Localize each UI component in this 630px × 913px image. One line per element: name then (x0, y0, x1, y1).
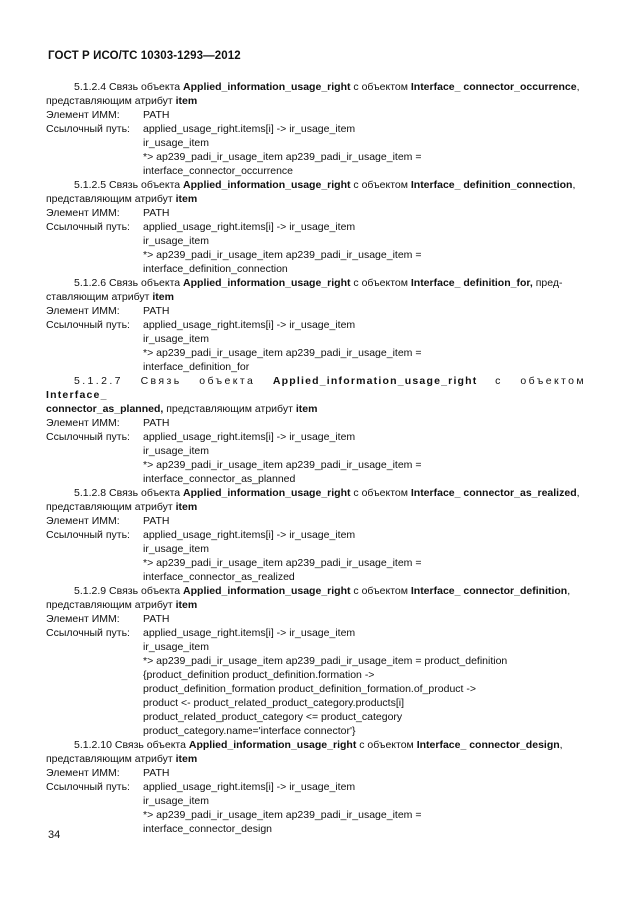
ref-path-label: Ссылочный путь: (46, 529, 130, 541)
path-line: applied_usage_right.items[i] -> ir_usage_item (143, 319, 356, 331)
section-number: 5.1.2.7 (74, 375, 123, 387)
path-line: ir_usage_item (143, 543, 209, 555)
target-entity-name: Interface_ (46, 389, 108, 401)
element-row (46, 108, 586, 122)
element-row (46, 514, 586, 528)
page-number: 34 (48, 829, 61, 841)
ref-path-label: Ссылочный путь: (46, 627, 130, 639)
entity-name: Applied_information_usage_right (183, 585, 351, 597)
path-line: *> ap239_padi_ir_usage_item ap239_padi_ir_usage_item = (143, 249, 422, 261)
attribute-name: item (175, 501, 198, 513)
section-heading: 5.1.2.7 Связь объекта Applied_information_usage_right с объектом Interface_ (46, 375, 586, 401)
section-5-1-2-8 (46, 486, 586, 584)
page-header-standard-number: ГОСТ Р ИСО/ТС 10303-1293—2012 (48, 50, 241, 62)
path-line: *> ap239_padi_ir_usage_item ap239_padi_ir_usage_item = (143, 151, 422, 163)
target-entity-name: Interface_ definition_connection (410, 179, 573, 191)
element-value: PATH (143, 305, 170, 317)
ref-path-row (46, 780, 586, 794)
section-heading: 5.1.2.8 Связь объекта Applied_information_usage_right с объектом Interface_ connector_as_realized, (74, 487, 580, 499)
ref-path-row (46, 626, 586, 640)
section-number: 5.1.2.10 (74, 739, 112, 751)
section-number: 5.1.2.6 (74, 277, 107, 289)
element-value: PATH (143, 515, 170, 527)
path-line: *> ap239_padi_ir_usage_item ap239_padi_ir_usage_item = (143, 347, 422, 359)
attribute-name: item (295, 403, 318, 415)
ref-path-label: Ссылочный путь: (46, 781, 130, 793)
element-label: Элемент ИММ: (46, 417, 120, 429)
path-line: applied_usage_right.items[i] -> ir_usage_item (143, 221, 356, 233)
target-entity-name: Interface_ connector_as_realized (410, 487, 577, 499)
path-line: product_category.name='interface connector'} (143, 725, 356, 737)
element-value: PATH (143, 109, 170, 121)
path-line: ir_usage_item (143, 333, 209, 345)
entity-name: Applied_information_usage_right (188, 739, 357, 751)
path-line: interface_connector_as_realized (143, 571, 295, 583)
path-line: *> ap239_padi_ir_usage_item ap239_padi_ir_usage_item = (143, 557, 422, 569)
element-label: Элемент ИММ: (46, 207, 120, 219)
path-line: applied_usage_right.items[i] -> ir_usage_item (143, 431, 356, 443)
ref-path-label: Ссылочный путь: (46, 431, 130, 443)
path-line: interface_definition_for (143, 361, 250, 373)
path-line: ir_usage_item (143, 641, 209, 653)
ref-path-row (46, 220, 586, 234)
ref-path-row (46, 528, 586, 542)
section-heading: 5.1.2.5 Связь объекта Applied_information_usage_right с объектом Interface_ definition_connection, (74, 179, 576, 191)
element-value: PATH (143, 613, 170, 625)
path-line: product_related_product_category <= product_category (143, 711, 403, 723)
path-line: ir_usage_item (143, 795, 209, 807)
entity-name: Applied_information_usage_right (183, 81, 351, 93)
ref-path-label: Ссылочный путь: (46, 123, 130, 135)
element-row (46, 206, 586, 220)
path-line: product <- product_related_product_category.products[i] (143, 697, 405, 709)
element-label: Элемент ИММ: (46, 109, 120, 121)
section-5-1-2-5 (46, 178, 586, 276)
attribute-name: item (175, 599, 198, 611)
element-value: PATH (143, 767, 170, 779)
element-label: Элемент ИММ: (46, 515, 120, 527)
section-heading-cont: connector_as_planned, представляющим атрибут item (46, 403, 318, 415)
path-line: interface_connector_occurrence (143, 165, 294, 177)
section-heading-cont: представляющим атрибут item (46, 95, 198, 107)
path-line: applied_usage_right.items[i] -> ir_usage_item (143, 627, 356, 639)
section-heading-cont: представляющим атрибут item (46, 599, 198, 611)
section-heading-cont: представляющим атрибут item (46, 753, 198, 765)
section-5-1-2-7 (46, 374, 586, 486)
section-heading: 5.1.2.10 Связь объекта Applied_information_usage_right с объектом Interface_ connector_design, (74, 739, 563, 751)
ref-path-row (46, 430, 586, 444)
section-heading: 5.1.2.6 Связь объекта Applied_information_usage_right с объектом Interface_ definition_for, пред- (74, 277, 563, 289)
section-heading: 5.1.2.4 Связь объекта Applied_information_usage_right с объектом Interface_ connector_occurrence, (74, 81, 580, 93)
element-label: Элемент ИММ: (46, 305, 120, 317)
section-heading-cont: представляющим атрибут item (46, 501, 198, 513)
section-5-1-2-10 (46, 738, 586, 836)
section-number: 5.1.2.8 (74, 487, 107, 499)
attribute-name: item (175, 753, 198, 765)
document-body (46, 80, 586, 836)
path-line: applied_usage_right.items[i] -> ir_usage_item (143, 781, 356, 793)
section-number: 5.1.2.4 (74, 81, 107, 93)
ref-path-row (46, 122, 586, 136)
attribute-name: item (175, 95, 198, 107)
target-entity-name-cont: connector_as_planned, (46, 403, 164, 415)
section-5-1-2-6 (46, 276, 586, 374)
element-label: Элемент ИММ: (46, 767, 120, 779)
ref-path-label: Ссылочный путь: (46, 221, 130, 233)
element-value: PATH (143, 207, 170, 219)
ref-path-row (46, 318, 586, 332)
path-line: ir_usage_item (143, 137, 209, 149)
path-line: ir_usage_item (143, 445, 209, 457)
element-value: PATH (143, 417, 170, 429)
element-label: Элемент ИММ: (46, 613, 120, 625)
target-entity-name: Interface_ connector_occurrence (410, 81, 577, 93)
section-heading-cont: представляющим атрибут item (46, 193, 198, 205)
path-line: product_definition_formation product_definition_formation.of_product -> (143, 683, 477, 695)
section-number: 5.1.2.5 (74, 179, 107, 191)
path-line: *> ap239_padi_ir_usage_item ap239_padi_ir_usage_item = product_definition (143, 655, 508, 667)
section-number: 5.1.2.9 (74, 585, 107, 597)
element-row (46, 612, 586, 626)
entity-name: Applied_information_usage_right (183, 179, 351, 191)
element-row (46, 304, 586, 318)
target-entity-name: Interface_ connector_definition (410, 585, 568, 597)
path-line: interface_definition_connection (143, 263, 288, 275)
path-line: ir_usage_item (143, 235, 209, 247)
attribute-name: item (175, 193, 198, 205)
path-line: applied_usage_right.items[i] -> ir_usage_item (143, 123, 356, 135)
path-line: applied_usage_right.items[i] -> ir_usage_item (143, 529, 356, 541)
ref-path-label: Ссылочный путь: (46, 319, 130, 331)
target-entity-name: Interface_ connector_design (416, 739, 560, 751)
path-line: {product_definition product_definition.formation -> (143, 669, 375, 681)
section-heading-cont: ставляющим атрибут item (46, 291, 174, 303)
target-entity-name: Interface_ definition_for, (410, 277, 533, 289)
entity-name: Applied_information_usage_right (183, 277, 351, 289)
section-heading: 5.1.2.9 Связь объекта Applied_information_usage_right с объектом Interface_ connector_definition, (74, 585, 571, 597)
entity-name: Applied_information_usage_right (183, 487, 351, 499)
attribute-name: item (152, 291, 174, 303)
path-line: *> ap239_padi_ir_usage_item ap239_padi_ir_usage_item = (143, 809, 422, 821)
element-row (46, 766, 586, 780)
path-line: *> ap239_padi_ir_usage_item ap239_padi_ir_usage_item = (143, 459, 422, 471)
path-line: interface_connector_design (143, 823, 273, 835)
section-5-1-2-9 (46, 584, 586, 738)
path-line: interface_connector_as_planned (143, 473, 296, 485)
section-5-1-2-4 (46, 80, 586, 178)
element-row (46, 416, 586, 430)
entity-name: Applied_information_usage_right (272, 375, 478, 387)
